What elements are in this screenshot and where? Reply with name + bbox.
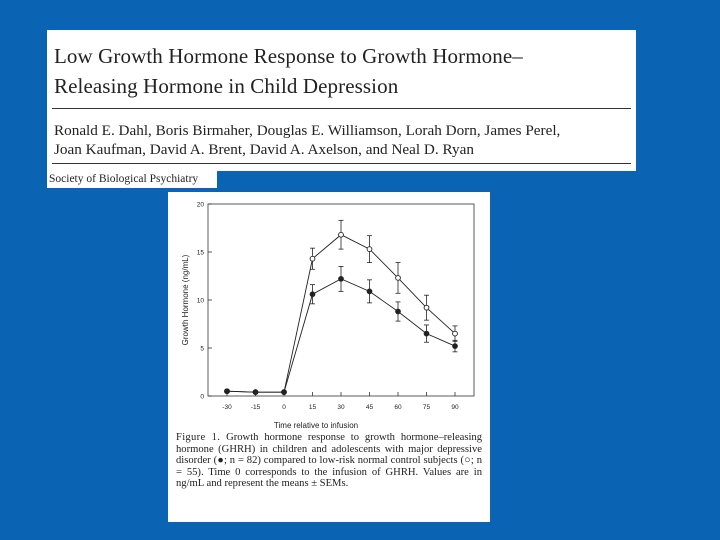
data-point-filled (424, 331, 429, 336)
data-point-filled (253, 390, 258, 395)
data-point-open (453, 331, 458, 336)
society-label: Society of Biological Psychiatry (47, 171, 217, 188)
data-point-filled (396, 309, 401, 314)
x-axis-label: Time relative to infusion (273, 421, 359, 430)
data-point-filled (282, 390, 287, 395)
y-tick-label: 15 (196, 249, 204, 257)
data-point-filled (310, 292, 315, 297)
paper-authors-line-2: Joan Kaufman, David A. Brent, David A. Axelson, and Neal D. Ryan (54, 141, 474, 158)
x-tick-label: 45 (365, 404, 374, 411)
paper-title-line-2: Releasing Hormone in Child Depression (54, 74, 399, 98)
x-tick-label: -15 (250, 404, 261, 411)
authors-divider (52, 163, 631, 164)
figure-caption (176, 432, 482, 490)
data-point-filled (225, 389, 230, 394)
x-tick-label: -30 (222, 404, 232, 411)
title-divider (52, 108, 631, 109)
x-tick-label: 75 (422, 404, 431, 411)
data-point-filled (453, 344, 458, 349)
y-axis-label: Growth Hormone (ng/mL) (181, 254, 190, 346)
data-point-filled (367, 289, 372, 294)
paper-title-line-1: Low Growth Hormone Response to Growth Hormone– (54, 44, 523, 68)
y-tick-label: 0 (200, 393, 204, 401)
data-point-filled (339, 276, 344, 281)
caption-label: Figure 1. (176, 432, 221, 443)
x-tick-label: 30 (337, 404, 345, 411)
series-line (227, 279, 455, 392)
y-tick-label: 5 (200, 345, 204, 353)
caption-text: Growth hormone response to growth hormone–releasing hormone (GHRH) in children and adolescents with major depressive disorder (●; n = 82) compared to low-risk normal control subjects (○; n = 55). Time 0 corresponds to the infusion of GHRH. Values are in ng/mL and represent the means ± SEMs. (176, 432, 483, 490)
series-line (227, 235, 455, 392)
data-point-open (396, 276, 401, 281)
x-tick-label: 15 (308, 404, 317, 411)
chart-series (225, 220, 458, 394)
x-tick-label: 60 (394, 404, 402, 411)
data-point-open (310, 256, 315, 261)
data-point-open (367, 247, 372, 252)
paper-authors-line-1: Ronald E. Dahl, Boris Birmaher, Douglas E. Williamson, Lorah Dorn, James Perel, (54, 122, 561, 139)
y-tick-label: 20 (196, 201, 204, 209)
x-tick-label: 0 (282, 404, 286, 411)
y-tick-label: 10 (196, 297, 204, 305)
x-tick-label: 90 (451, 404, 459, 411)
data-point-open (424, 305, 429, 310)
figure-card (168, 192, 490, 522)
paper-header (47, 30, 636, 171)
data-point-open (339, 232, 344, 237)
chart-axes (197, 202, 474, 412)
growth-hormone-chart (168, 192, 490, 430)
